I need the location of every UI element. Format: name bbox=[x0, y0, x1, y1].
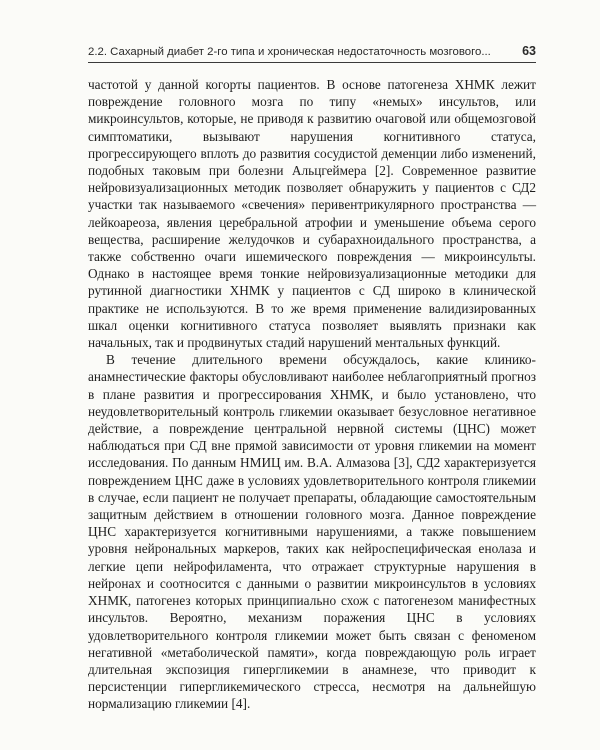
header-rule bbox=[88, 62, 536, 63]
paragraph: частотой у данной когорты пациентов. В основе патогенеза ХНМК лежит повреждение головного мозга по типу «немых» инсультов, или микроинсультов, которые, не приводя к развитию очаговой или общемозговой симптоматики, вызывают нарушения когнитивного статуса, прогрессирующего вплоть до развития сосудистой деменции либо изменений, подобных таковым при болезни Альцгеймера [2]. Современное развитие нейровизуализационных методик позволяет обнаружить у пациентов с СД2 участки так называемого «свечения» перивентрикулярного пространства — лейкоареоза, явления церебральной атрофии и уменьшение объема серого вещества, расширение желудочков и субарахноидального пространства, а также собственно очаги ишемического повреждения — микроинсульты. Однако в настоящее время тонкие нейровизуализационные методики для рутинной диагностики ХНМК у пациентов с СД широко в клинической практике не используются. В то же время применение валидизированных шкал оценки когнитивного статуса позволяет выявлять признаки как начальных, так и продвинутых стадий нарушений ментальных функций. bbox=[88, 77, 536, 351]
section-title: 2.2. Сахарный диабет 2-го типа и хроническая недостаточность мозгового... bbox=[88, 46, 491, 58]
paragraph: В течение длительного времени обсуждалось, какие клинико-анамнестические факторы обусловливают наиболее неблагоприятный прогноз в плане развития и прогрессирования ХНМК, и было установлено, что неудовлетворительный контроль гликемии оказывает безусловное негативное действие, а повреждение центральной нервной системы (ЦНС) может наблюдаться при СД вне прямой зависимости от уровня гликемии на момент исследования. По данным НМИЦ им. В.А. Алмазова [3], СД2 характеризуется повреждением ЦНС даже в условиях удовлетворительного контроля гликемии в случае, если пациент не получает препараты, обладающие самостоятельным защитным действием в отношении головного мозга. Данное повреждение ЦНС характеризуется когнитивными нарушениями, а также повышением уровня нейрональных маркеров, таких как нейроспецифическая енолаза и легкие цепи нейрофиламента, что отражает структурные нарушения в нейронах и соотносится с данными о развитии микроинсультов в условиях ХНМК, патогенез которых принципиально схож с патогенезом манифестных инсультов. Вероятно, механизм поражения ЦНС в условиях удовлетворительного контроля гликемии может быть связан с феноменом негативной «метаболической памяти», когда повреждающую роль играет длительная экспозиция гипергликемии в анамнезе, что приводит к персистенции гипергликемического стресса, несмотря на дальнейшую нормализацию гликемии [4]. bbox=[88, 352, 536, 712]
page-number: 63 bbox=[522, 44, 536, 58]
body-text bbox=[88, 76, 536, 713]
running-header bbox=[88, 44, 536, 58]
